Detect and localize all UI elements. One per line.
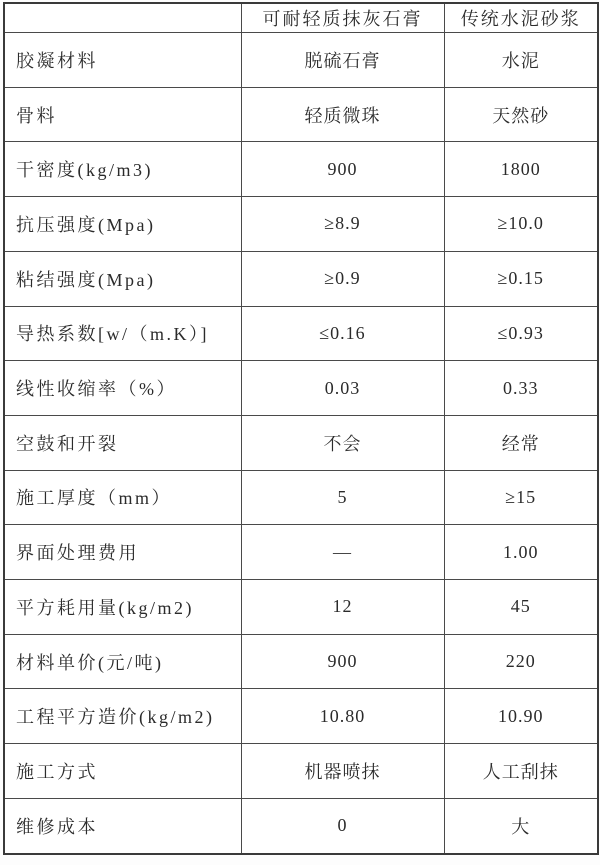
header-row bbox=[4, 3, 598, 33]
corner-cell bbox=[4, 3, 241, 33]
row-label: 界面处理费用 bbox=[4, 525, 241, 580]
product-value: 脱硫石膏 bbox=[241, 33, 444, 88]
table-row bbox=[4, 689, 598, 744]
table-row bbox=[4, 251, 598, 306]
table-row bbox=[4, 361, 598, 416]
table-row bbox=[4, 33, 598, 88]
product-value: ≥8.9 bbox=[241, 197, 444, 252]
row-label: 施工厚度（mm） bbox=[4, 470, 241, 525]
traditional-value: 1800 bbox=[444, 142, 598, 197]
product-value: 0.03 bbox=[241, 361, 444, 416]
row-label: 平方耗用量(kg/m2) bbox=[4, 580, 241, 635]
table-row bbox=[4, 87, 598, 142]
traditional-value: 1.00 bbox=[444, 525, 598, 580]
table-row bbox=[4, 634, 598, 689]
traditional-value: ≥15 bbox=[444, 470, 598, 525]
row-label: 干密度(kg/m3) bbox=[4, 142, 241, 197]
row-label: 空鼓和开裂 bbox=[4, 415, 241, 470]
traditional-value: 人工刮抹 bbox=[444, 744, 598, 799]
table-row bbox=[4, 197, 598, 252]
product-value: 0 bbox=[241, 798, 444, 854]
product-value: 5 bbox=[241, 470, 444, 525]
product-value: — bbox=[241, 525, 444, 580]
traditional-value: 220 bbox=[444, 634, 598, 689]
table-row bbox=[4, 580, 598, 635]
column-header-traditional: 传统水泥砂浆 bbox=[444, 3, 598, 33]
table-row bbox=[4, 798, 598, 854]
product-value: 900 bbox=[241, 634, 444, 689]
row-label: 工程平方造价(kg/m2) bbox=[4, 689, 241, 744]
product-value: 机器喷抹 bbox=[241, 744, 444, 799]
table-row bbox=[4, 525, 598, 580]
row-label: 粘结强度(Mpa) bbox=[4, 251, 241, 306]
traditional-value: ≤0.93 bbox=[444, 306, 598, 361]
row-label: 导热系数[w/（m.K）] bbox=[4, 306, 241, 361]
traditional-value: 天然砂 bbox=[444, 87, 598, 142]
traditional-value: 大 bbox=[444, 798, 598, 854]
traditional-value: 水泥 bbox=[444, 33, 598, 88]
product-value: 900 bbox=[241, 142, 444, 197]
table-row bbox=[4, 470, 598, 525]
row-label: 施工方式 bbox=[4, 744, 241, 799]
row-label: 线性收缩率（%） bbox=[4, 361, 241, 416]
traditional-value: ≥10.0 bbox=[444, 197, 598, 252]
table-row bbox=[4, 744, 598, 799]
product-value: 10.80 bbox=[241, 689, 444, 744]
row-label: 抗压强度(Mpa) bbox=[4, 197, 241, 252]
comparison-table bbox=[3, 2, 599, 855]
traditional-value: 10.90 bbox=[444, 689, 598, 744]
product-value: ≥0.9 bbox=[241, 251, 444, 306]
row-label: 材料单价(元/吨) bbox=[4, 634, 241, 689]
traditional-value: 45 bbox=[444, 580, 598, 635]
table-row bbox=[4, 306, 598, 361]
traditional-value: 经常 bbox=[444, 415, 598, 470]
product-value: 12 bbox=[241, 580, 444, 635]
row-label: 胶凝材料 bbox=[4, 33, 241, 88]
product-value: ≤0.16 bbox=[241, 306, 444, 361]
table-row bbox=[4, 142, 598, 197]
row-label: 骨料 bbox=[4, 87, 241, 142]
column-header-product: 可耐轻质抹灰石膏 bbox=[241, 3, 444, 33]
product-value: 轻质微珠 bbox=[241, 87, 444, 142]
traditional-value: 0.33 bbox=[444, 361, 598, 416]
product-value: 不会 bbox=[241, 415, 444, 470]
traditional-value: ≥0.15 bbox=[444, 251, 598, 306]
row-label: 维修成本 bbox=[4, 798, 241, 854]
table-row bbox=[4, 415, 598, 470]
